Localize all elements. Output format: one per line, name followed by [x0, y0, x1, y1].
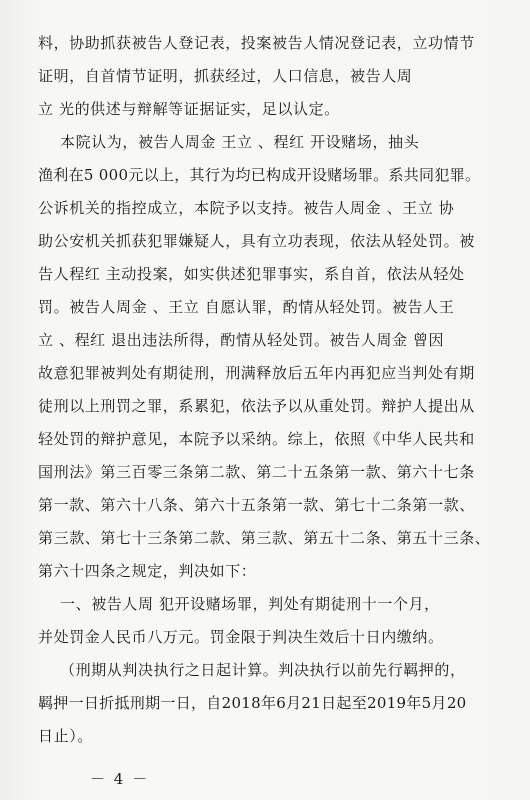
text-line: 第六十四条之规定，判决如下： — [38, 562, 257, 580]
text-line: 公诉机关的指控成立，本院予以支持。被告人周金 、王立 协 — [38, 199, 455, 217]
text-line: 罚。被告人周金 、王立 自愿认罪，酌情从轻处罚。被告人王 — [38, 298, 455, 316]
text-line: 并处罚金人民币八万元。罚金限于判决生效后十日内缴纳。 — [38, 628, 444, 646]
text-line: （刑期从判决执行之日起计算。判决执行以前先行羁押的， — [60, 661, 466, 679]
text-line: 故意犯罪被判处有期徒刑，刑满释放后五年内再犯应当判处有期 — [38, 364, 475, 382]
text-line: 国刑法》第三百零三条第二款、第二十五条第一款、第六十七条 — [38, 463, 475, 481]
text-line: 日止）。 — [38, 727, 93, 745]
text-line: 一、被告人周 犯开设赌场罪，判处有期徒刑十一个月， — [60, 595, 440, 613]
text-line: 渔利在5 000元以上，其行为均已构成开设赌场罪。系共同犯罪。 — [38, 166, 481, 184]
text-line: 料，协助抓获被告人登记表，投案被告人情况登记表，立功情节 — [38, 34, 475, 52]
text-line: 告人程红 主动投案，如实供述犯罪事实，系自首，依法从轻处 — [38, 265, 465, 283]
text-line: 第三款、第七十三条第二款、第三款、第五十二条、第五十三条、 — [38, 529, 491, 547]
text-line: 立 、程红 退出违法所得，酌情从轻处罚。被告人周金 曾因 — [38, 331, 445, 349]
text-line: 第一款、第六十八条、第六十五条第一款、第七十二条第一款、 — [38, 496, 475, 514]
text-line: 本院认为，被告人周金 王立 、程红 开设赌场，抽头 — [60, 133, 420, 151]
page-number: － 4 － — [90, 770, 150, 788]
text-line: 羁押一日折抵刑期一日，自2018年6月21日起至2019年5月20 — [38, 694, 467, 712]
text-line: 轻处罚的辩护意见，本院予以采纳。综上，依照《中华人民共和 — [38, 430, 475, 448]
text-line: 立 光的供述与辩解等证据证实，足以认定。 — [38, 100, 340, 118]
text-line: 证明，自首情节证明，抓获经过，人口信息，被告人周 — [38, 67, 413, 85]
text-line: 徒刑以上刑罚之罪，系累犯，依法予以从重处罚。辩护人提出从 — [38, 397, 475, 415]
text-line: 助公安机关抓获犯罪嫌疑人，具有立功表现，依法从轻处罚。被 — [38, 232, 475, 250]
